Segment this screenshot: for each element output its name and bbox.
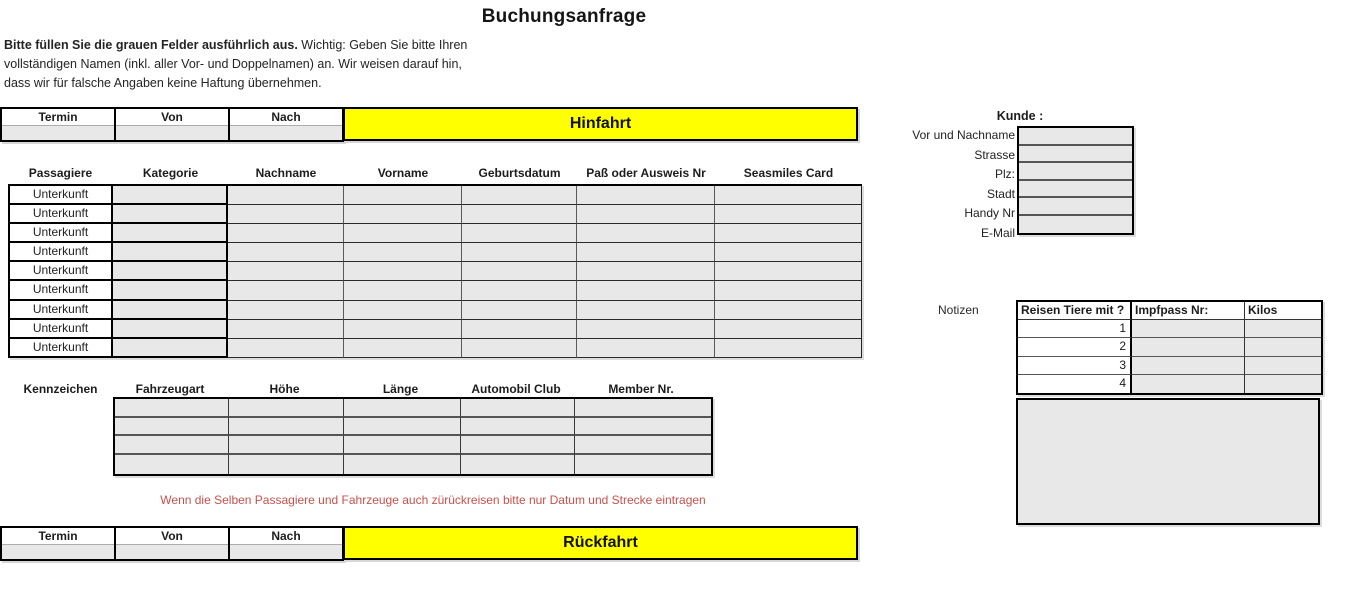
customer-section-title: Kunde : xyxy=(996,109,1044,123)
notes-box[interactable] xyxy=(1016,398,1320,525)
vehicle-table-header xyxy=(8,382,709,396)
pet-kilos-input-1[interactable] xyxy=(1245,320,1321,338)
passenger-row-label: Unterkunft xyxy=(8,243,113,262)
outbound-von-column xyxy=(114,107,230,142)
passenger-seasmiles-input[interactable] xyxy=(715,301,862,320)
passenger-kategorie-input[interactable] xyxy=(113,339,228,358)
vehicle-hoehe-input[interactable] xyxy=(229,455,344,474)
pet-row-number: 2 xyxy=(1018,338,1132,356)
customer-label-email: E-Mail xyxy=(980,225,1015,240)
customer-name-input[interactable] xyxy=(1019,128,1132,146)
vehicle-membernr-input[interactable] xyxy=(575,399,711,418)
pet-row-number: 3 xyxy=(1018,357,1132,375)
passenger-geburtsdatum-input[interactable] xyxy=(462,243,577,262)
passenger-table-header xyxy=(8,166,862,180)
passenger-seasmiles-input[interactable] xyxy=(715,224,862,243)
customer-label-plz: Plz: xyxy=(994,167,1015,181)
passenger-seasmiles-input[interactable] xyxy=(715,320,862,339)
passenger-seasmiles-input[interactable] xyxy=(715,281,862,300)
vehicle-laenge-input[interactable] xyxy=(344,399,461,418)
passenger-kategorie-input[interactable] xyxy=(113,186,228,205)
return-termin-header: Termin xyxy=(2,528,114,544)
vehicle-fahrzeugart-input[interactable] xyxy=(115,455,229,474)
passenger-nachname-input[interactable] xyxy=(228,205,344,224)
vehicle-header-membernr: Member Nr. xyxy=(608,382,674,396)
passenger-nachname-input[interactable] xyxy=(228,186,344,205)
passenger-pass-input[interactable] xyxy=(577,262,715,281)
passenger-geburtsdatum-input[interactable] xyxy=(462,281,577,300)
intro-line-1-rest: Wichtig: Geben Sie bitte Ihren xyxy=(297,38,468,52)
pet-kilos-input-4[interactable] xyxy=(1245,375,1321,393)
passenger-pass-input[interactable] xyxy=(577,243,715,262)
passenger-header-passagiere: Passagiere xyxy=(28,166,93,180)
passenger-header-vorname: Vorname xyxy=(377,166,429,180)
passenger-pass-input[interactable] xyxy=(577,224,715,243)
passenger-header-nachname: Nachname xyxy=(255,166,317,180)
vehicle-laenge-input[interactable] xyxy=(344,436,461,455)
customer-label-city: Stadt xyxy=(986,186,1015,201)
outbound-termin-input[interactable] xyxy=(2,125,114,140)
passenger-geburtsdatum-input[interactable] xyxy=(462,339,577,358)
passenger-row-label: Unterkunft xyxy=(8,339,113,358)
passenger-nachname-input[interactable] xyxy=(228,281,344,300)
passenger-vorname-input[interactable] xyxy=(344,243,462,262)
pet-impfpass-input-3[interactable] xyxy=(1132,357,1245,375)
passenger-nachname-input[interactable] xyxy=(228,320,344,339)
passenger-seasmiles-input[interactable] xyxy=(715,186,862,205)
passenger-pass-input[interactable] xyxy=(577,205,715,224)
outbound-von-input[interactable] xyxy=(116,125,228,140)
passenger-row-label: Unterkunft xyxy=(8,186,113,205)
intro-line-1-bold: Bitte füllen Sie die grauen Felder ausführlich aus. xyxy=(4,38,298,52)
outbound-nach-header: Nach xyxy=(230,109,342,125)
passenger-nachname-input[interactable] xyxy=(228,301,344,320)
passenger-vorname-input[interactable] xyxy=(344,301,462,320)
customer-email-input[interactable] xyxy=(1019,216,1132,233)
customer-plz-input[interactable] xyxy=(1019,163,1132,181)
return-von-header: Von xyxy=(116,528,228,544)
customer-street-input[interactable] xyxy=(1019,146,1132,164)
vehicle-membernr-input[interactable] xyxy=(575,436,711,455)
outbound-termin-column xyxy=(0,107,116,142)
passenger-table xyxy=(8,184,862,358)
passenger-vorname-input[interactable] xyxy=(344,205,462,224)
passenger-nachname-input[interactable] xyxy=(228,243,344,262)
pet-impfpass-input-4[interactable] xyxy=(1132,375,1245,393)
passenger-header-seasmiles: Seasmiles Card xyxy=(743,166,834,180)
vehicle-table xyxy=(113,397,713,476)
intro-line-1 xyxy=(4,36,467,55)
outbound-nach-column xyxy=(228,107,344,142)
passenger-pass-input[interactable] xyxy=(577,320,715,339)
return-termin-input[interactable] xyxy=(2,544,114,559)
passenger-seasmiles-input[interactable] xyxy=(715,339,862,358)
vehicle-hoehe-input[interactable] xyxy=(229,436,344,455)
customer-phone-input[interactable] xyxy=(1019,198,1132,216)
passenger-row-label: Unterkunft xyxy=(8,281,113,300)
vehicle-hoehe-input[interactable] xyxy=(229,399,344,418)
pet-impfpass-input-2[interactable] xyxy=(1132,338,1245,356)
passenger-vorname-input[interactable] xyxy=(344,339,462,358)
passenger-seasmiles-input[interactable] xyxy=(715,262,862,281)
pet-kilos-input-2[interactable] xyxy=(1245,338,1321,356)
passenger-seasmiles-input[interactable] xyxy=(715,205,862,224)
customer-label-name: Vor und Nachname xyxy=(912,128,1015,142)
vehicle-laenge-input[interactable] xyxy=(344,418,461,437)
return-termin-column xyxy=(0,526,116,561)
pets-header-impfpass: Impfpass Nr: xyxy=(1132,302,1245,320)
vehicle-fahrzeugart-input[interactable] xyxy=(115,399,229,418)
outbound-von-header: Von xyxy=(116,109,228,125)
customer-input-stack xyxy=(1017,126,1134,235)
return-nach-input[interactable] xyxy=(230,544,342,559)
return-banner-label: Rückfahrt xyxy=(563,534,638,551)
return-date-route-table xyxy=(0,526,344,561)
passenger-vorname-input[interactable] xyxy=(344,262,462,281)
vehicle-header-kennzeichen: Kennzeichen xyxy=(23,382,98,396)
vehicle-header-hoehe: Höhe xyxy=(269,382,300,396)
outbound-banner xyxy=(343,107,858,141)
outbound-banner-label: Hinfahrt xyxy=(569,115,632,132)
vehicle-header-automobilclub: Automobil Club xyxy=(471,382,561,396)
passenger-row-label: Unterkunft xyxy=(8,224,113,243)
passenger-kategorie-input[interactable] xyxy=(113,320,228,339)
passenger-vorname-input[interactable] xyxy=(344,186,462,205)
vehicle-header-laenge: Länge xyxy=(382,382,419,396)
vehicle-automobilclub-input[interactable] xyxy=(461,436,575,455)
pet-kilos-input-3[interactable] xyxy=(1245,357,1321,375)
pet-row-number: 4 xyxy=(1018,375,1132,393)
passenger-geburtsdatum-input[interactable] xyxy=(462,320,577,339)
return-banner xyxy=(343,526,858,560)
outbound-date-route-table xyxy=(0,107,344,142)
vehicle-automobilclub-input[interactable] xyxy=(461,455,575,474)
pet-impfpass-input-1[interactable] xyxy=(1132,320,1245,338)
passenger-header-kategorie: Kategorie xyxy=(142,166,199,180)
customer-label-phone: Handy Nr xyxy=(964,206,1015,220)
passenger-geburtsdatum-input[interactable] xyxy=(462,301,577,320)
passenger-row-label: Unterkunft xyxy=(8,262,113,281)
return-nach-column xyxy=(228,526,344,561)
passenger-nachname-input[interactable] xyxy=(228,339,344,358)
return-von-column xyxy=(114,526,230,561)
passenger-header-pass: Paß oder Ausweis Nr xyxy=(586,166,706,180)
pet-row-number: 1 xyxy=(1018,320,1132,338)
passenger-pass-input[interactable] xyxy=(577,281,715,300)
vehicle-hoehe-input[interactable] xyxy=(229,418,344,437)
passenger-geburtsdatum-input[interactable] xyxy=(462,224,577,243)
passenger-header-geburtsdatum: Geburtsdatum xyxy=(478,166,561,180)
passenger-kategorie-input[interactable] xyxy=(113,262,228,281)
vehicle-header-fahrzeugart: Fahrzeugart xyxy=(135,382,205,396)
pets-header-reisen-tiere: Reisen Tiere mit ? xyxy=(1018,302,1132,320)
customer-label-street: Strasse xyxy=(974,147,1015,162)
passenger-pass-input[interactable] xyxy=(577,339,715,358)
intro-line-2: vollständigen Namen (inkl. aller Vor- und Doppelnamen) an. Wir weisen darauf hin, xyxy=(4,57,462,71)
passenger-vorname-input[interactable] xyxy=(344,320,462,339)
passenger-vorname-input[interactable] xyxy=(344,224,462,243)
vehicle-fahrzeugart-input[interactable] xyxy=(115,418,229,437)
passenger-kategorie-input[interactable] xyxy=(113,281,228,300)
passenger-kategorie-input[interactable] xyxy=(113,301,228,320)
customer-city-input[interactable] xyxy=(1019,181,1132,199)
notes-label: Notizen xyxy=(938,303,979,317)
passenger-nachname-input[interactable] xyxy=(228,262,344,281)
outbound-nach-input[interactable] xyxy=(230,125,342,140)
passenger-kategorie-input[interactable] xyxy=(113,243,228,262)
passenger-row-label: Unterkunft xyxy=(8,301,113,320)
passenger-seasmiles-input[interactable] xyxy=(715,243,862,262)
return-nach-header: Nach xyxy=(230,528,342,544)
passenger-pass-input[interactable] xyxy=(577,186,715,205)
passenger-row-label: Unterkunft xyxy=(8,205,113,224)
page-title: Buchungsanfrage xyxy=(481,6,647,27)
passenger-geburtsdatum-input[interactable] xyxy=(462,262,577,281)
vehicle-membernr-input[interactable] xyxy=(575,418,711,437)
passenger-geburtsdatum-input[interactable] xyxy=(462,205,577,224)
outbound-termin-header: Termin xyxy=(2,109,114,125)
vehicle-laenge-input[interactable] xyxy=(344,455,461,474)
passenger-kategorie-input[interactable] xyxy=(113,205,228,224)
passenger-pass-input[interactable] xyxy=(577,301,715,320)
vehicle-automobilclub-input[interactable] xyxy=(461,418,575,437)
return-von-input[interactable] xyxy=(116,544,228,559)
intro-line-3: dass wir für falsche Angaben keine Haftung übernehmen. xyxy=(4,76,322,90)
passenger-nachname-input[interactable] xyxy=(228,224,344,243)
vehicle-membernr-input[interactable] xyxy=(575,455,711,474)
intro-text xyxy=(4,36,467,93)
passenger-vorname-input[interactable] xyxy=(344,281,462,300)
pets-table xyxy=(1016,300,1323,395)
passenger-row-label: Unterkunft xyxy=(8,320,113,339)
return-trip-note: Wenn die Selben Passagiere und Fahrzeuge auch zürückreisen bitte nur Datum und Strecke eintragen xyxy=(160,493,706,507)
customer-field-labels xyxy=(855,126,1015,243)
passenger-geburtsdatum-input[interactable] xyxy=(462,186,577,205)
vehicle-fahrzeugart-input[interactable] xyxy=(115,436,229,455)
vehicle-automobilclub-input[interactable] xyxy=(461,399,575,418)
pets-header-kilos: Kilos xyxy=(1245,302,1321,320)
passenger-kategorie-input[interactable] xyxy=(113,224,228,243)
